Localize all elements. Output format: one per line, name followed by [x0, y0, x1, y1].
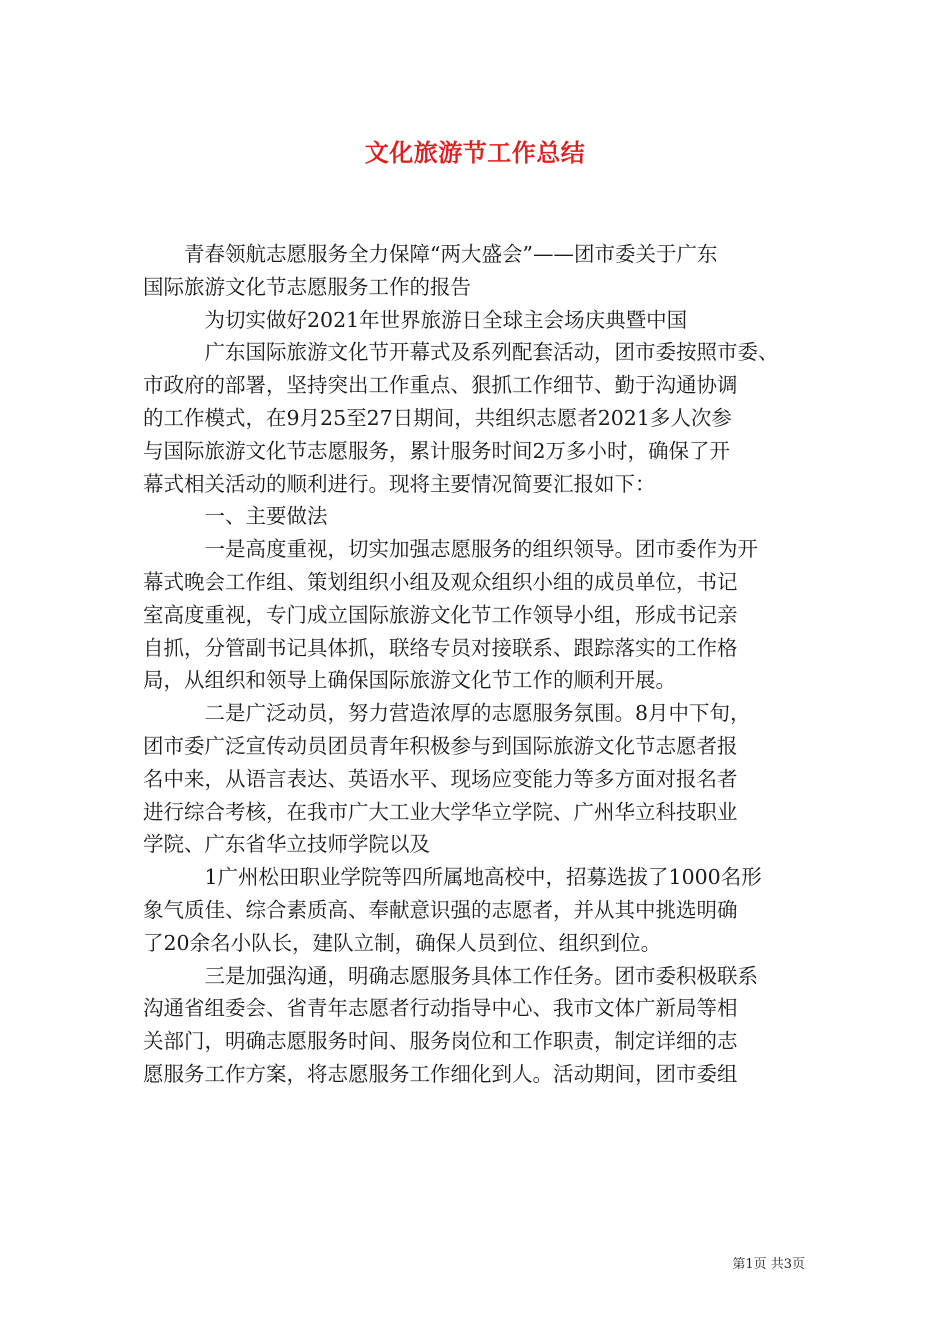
- text-line: 国际旅游文化节志愿服务工作的报告: [143, 274, 471, 299]
- text-line: 象气质佳、综合素质高、奉献意识强的志愿者，并从其中挑选明确: [143, 897, 738, 922]
- text-line: 市政府的部署，坚持突出工作重点、狠抓工作细节、勤于沟通协调: [143, 373, 738, 398]
- text-line: 进行综合考核，在我市广大工业大学华立学院、广州华立科技职业: [143, 799, 738, 824]
- text-line: 了20余名小队长，建队立制，确保人员到位、组织到位。: [143, 930, 662, 955]
- text-line: 青春领航志愿服务全力保障“两大盛会”——团市委关于广东: [184, 242, 718, 266]
- text-line: 为切实做好2021年世界旅游日全球主会场庆典暨中国: [204, 307, 688, 332]
- text-line: 广东国际旅游文化节开幕式及系列配套活动，团市委按照市委、: [204, 340, 779, 365]
- paragraph: [143, 238, 815, 304]
- text-line: 一是高度重视，切实加强志愿服务的组织领导。团市委作为开: [204, 537, 758, 562]
- text-line: 自抓，分管副书记具体抓，联络专员对接联系、跟踪落实的工作格: [143, 635, 738, 660]
- paragraph: [143, 336, 815, 500]
- text-line: 沟通省组委会、省青年志愿者行动指导中心、我市文体广新局等相: [143, 996, 738, 1021]
- text-line: 关部门，明确志愿服务时间、服务岗位和工作职责，制定详细的志: [143, 1029, 738, 1054]
- text-line: 一、主要做法: [204, 504, 328, 529]
- text-line: 幕式晚会工作组、策划组织小组及观众组织小组的成员单位，书记: [143, 569, 738, 594]
- paragraph: [143, 861, 815, 959]
- text-line: 学院、广东省华立技师学院以及: [143, 832, 430, 857]
- paragraph: [143, 960, 815, 1091]
- text-line: 愿服务工作方案，将志愿服务工作细化到人。活动期间，团市委组: [143, 1061, 738, 1086]
- text-line: 名中来，从语言表达、英语水平、现场应变能力等多方面对报名者: [143, 766, 738, 791]
- text-line: 与国际旅游文化节志愿服务，累计服务时间2万多小时，确保了开: [143, 438, 731, 463]
- text-line: 室高度重视，专门成立国际旅游文化节工作领导小组，形成书记亲: [143, 602, 738, 627]
- text-line: 幕式相关活动的顺利进行。现将主要情况简要汇报如下：: [143, 471, 656, 496]
- text-line: 团市委广泛宣传动员团员青年积极参与到国际旅游文化节志愿者报: [143, 733, 738, 758]
- text-line: 局，从组织和领导上确保国际旅游文化节工作的顺利开展。: [143, 668, 676, 693]
- text-line: 1广州松田职业学院等四所属地高校中，招募选拔了1000名形: [204, 865, 762, 890]
- text-line: 二是广泛动员，努力营造浓厚的志愿服务氛围。8月中下旬，: [204, 701, 751, 726]
- text-line: 三是加强沟通，明确志愿服务具体工作任务。团市委积极联系: [204, 963, 758, 988]
- document-body: [143, 238, 815, 1091]
- page-title: 文化旅游节工作总结: [364, 138, 586, 167]
- paragraph: [143, 500, 815, 533]
- paragraph: [143, 304, 815, 337]
- paragraph: [143, 697, 815, 861]
- text-line: 的工作模式，在9月25至27日期间，共组织志愿者2021多人次参: [143, 405, 732, 430]
- paragraph: [143, 533, 815, 697]
- page-number: 第1页 共3页: [732, 1257, 805, 1272]
